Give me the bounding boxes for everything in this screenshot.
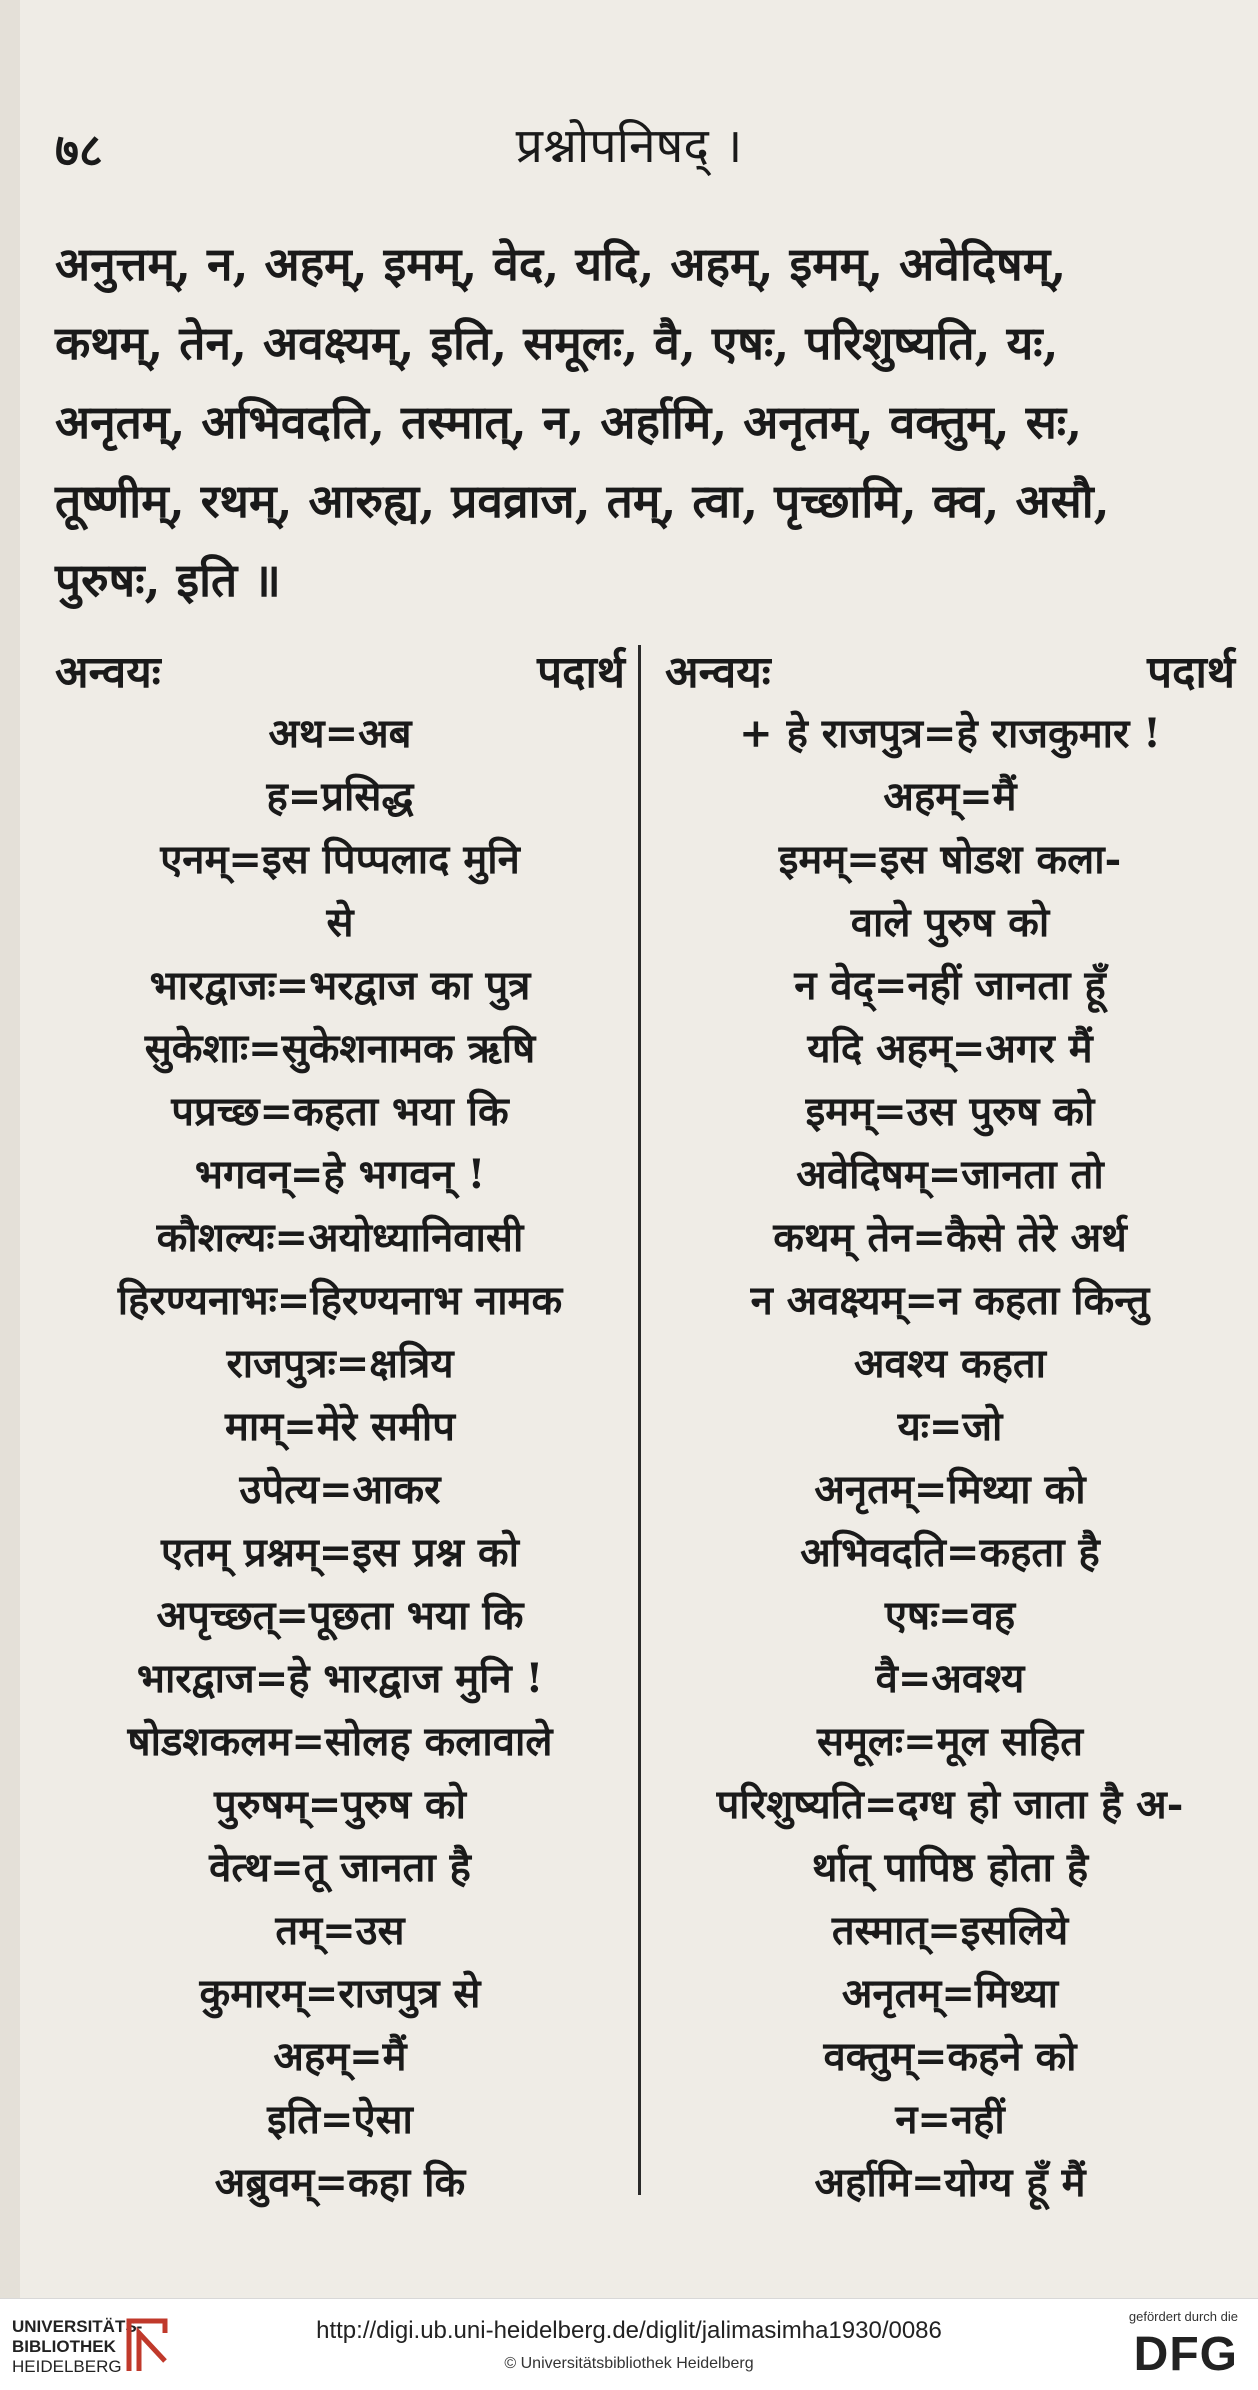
gloss-entry: से <box>326 899 354 946</box>
gloss-entry: हिरण्यनाभः=हिरण्यनाभ नामक <box>117 1277 563 1324</box>
gloss-entry: तम्=उस <box>275 1907 405 1954</box>
gloss-entry: वक्तुम्=कहने को <box>823 2033 1077 2080</box>
gloss-entry: वै=अवश्य <box>875 1655 1025 1702</box>
gloss-entry: माम्=मेरे समीप <box>225 1403 455 1450</box>
gloss-entry: अनृतम्=मिथ्या <box>841 1970 1059 2017</box>
gloss-entry: न=नहीं <box>895 2096 1005 2143</box>
gloss-entry: + हे राजपुत्र=हे राजकुमार ! <box>739 710 1161 757</box>
gloss-entry: भगवन्=हे भगवन् ! <box>194 1151 486 1198</box>
anvaya-heading: अन्वयः <box>665 647 771 698</box>
gloss-entry: अवश्य कहता <box>853 1340 1047 1387</box>
gloss-entry: भारद्वाजः=भरद्वाज का पुत्र <box>149 962 531 1009</box>
gloss-entry: यः=जो <box>897 1403 1003 1450</box>
library-name-line: BIBLIOTHEK <box>12 2337 116 2356</box>
right-entries <box>665 702 1235 2214</box>
gloss-entry: वेत्थ=तू जानता है <box>209 1844 471 1891</box>
verse-word-list <box>55 225 1205 620</box>
funding-note: gefördert durch die <box>1128 2309 1238 2324</box>
gloss-entry: कथम् तेन=कैसे तेरे अर्थ <box>773 1214 1127 1261</box>
gloss-entry: पुरुषम्=पुरुष को <box>214 1781 466 1828</box>
library-name-line: UNIVERSITÄTS- <box>12 2317 143 2336</box>
gloss-entry: वाले पुरुष को <box>850 899 1050 946</box>
page-number: ७८ <box>55 123 103 177</box>
verse-line: अनृतम्, अभिवदति, तस्मात्, न, अर्हामि, अनृतम्, वक्तुम्, सः, <box>55 395 1083 449</box>
gloss-entry: सुकेशाः=सुकेशनामक ऋषि <box>144 1025 536 1072</box>
left-gloss-column <box>55 640 625 2214</box>
right-gloss-column <box>665 640 1235 2214</box>
verse-line: तूष्णीम्, रथम्, आरुह्य, प्रवव्राज, तम्, त्वा, पृच्छामि, क्व, असौ, <box>55 474 1110 528</box>
gloss-entry: अपृच्छत्=पूछता भया कि <box>156 1592 524 1639</box>
verse-line: पुरुषः, इति ॥ <box>55 553 281 607</box>
gloss-entry: उपेत्य=आकर <box>239 1466 441 1513</box>
gloss-entry: न वेद्=नहीं जानता हूँ <box>794 962 1106 1009</box>
permalink-url[interactable]: http://digi.ub.uni-heidelberg.de/diglit/jalimasimha1930/0086 <box>316 2317 942 2344</box>
padartha-heading: पदार्थ <box>537 647 625 698</box>
gloss-entry: अथ=अब <box>268 710 412 757</box>
gloss-entry: भारद्वाज=हे भारद्वाज मुनि ! <box>136 1655 544 1702</box>
gloss-entry: षोडशकलम=सोलह कलावाले <box>127 1718 553 1765</box>
copyright-notice: © Universitätsbibliothek Heidelberg <box>504 2355 754 2372</box>
gloss-entry: इमम्=इस षोडश कला- <box>778 836 1122 883</box>
gloss-entry: न अवक्ष्यम्=न कहता किन्तु <box>750 1277 1150 1324</box>
right-column-header <box>665 640 1235 702</box>
running-title: प्रश्नोपनिषद् । <box>515 118 743 174</box>
left-column-header <box>55 640 625 702</box>
gloss-entry: समूलः=मूल सहित <box>816 1718 1084 1765</box>
gloss-entry: कुमारम्=राजपुत्र से <box>199 1970 481 2017</box>
gloss-entry: अहम्=मैं <box>883 773 1017 820</box>
library-name-line: HEIDELBERG <box>12 2357 122 2376</box>
verse-line: अनुत्तम्, न, अहम्, इमम्, वेद, यदि, अहम्, इमम्, अवेदिषम्, <box>55 237 1067 291</box>
gloss-entry: परिशुष्यति=दग्ध हो जाता है अ- <box>716 1781 1184 1828</box>
gloss-entry: र्थात् पापिष्ठ होता है <box>811 1844 1089 1891</box>
dfg-logo: DFG <box>1133 2328 1238 2381</box>
digitization-footer <box>0 2298 1258 2390</box>
column-divider <box>638 645 641 2195</box>
gloss-entry: राजपुत्रः=क्षत्रिय <box>226 1340 454 1387</box>
gloss-entry: कौशल्यः=अयोध्यानिवासी <box>156 1214 524 1261</box>
gloss-entry: अवेदिषम्=जानता तो <box>796 1151 1104 1198</box>
gloss-entry: एनम्=इस पिप्पलाद मुनि <box>160 836 520 883</box>
page-edge <box>0 0 20 2298</box>
gloss-entry: पप्रच्छ=कहता भया कि <box>171 1088 509 1135</box>
gloss-entry: एषः=वह <box>884 1592 1016 1639</box>
gloss-entry: यदि अहम्=अगर मैं <box>807 1025 1093 1072</box>
left-entries <box>55 702 625 2214</box>
padartha-heading: पदार्थ <box>1147 647 1235 698</box>
gloss-entry: एतम् प्रश्नम्=इस प्रश्न को <box>161 1529 519 1576</box>
anvaya-heading: अन्वयः <box>55 647 161 698</box>
gloss-entry: अभिवदति=कहता है <box>800 1529 1100 1576</box>
gloss-entry: अहम्=मैं <box>273 2033 407 2080</box>
gloss-entry: अनृतम्=मिथ्या को <box>814 1466 1086 1513</box>
gloss-entry: अर्हामि=योग्य हूँ मैं <box>814 2159 1086 2206</box>
gloss-entry: ह=प्रसिद्ध <box>266 773 414 820</box>
gloss-entry: तस्मात्=इसलिये <box>831 1907 1069 1954</box>
gloss-entry: अब्रुवम्=कहा कि <box>214 2159 466 2206</box>
gloss-entry: इमम्=उस पुरुष को <box>805 1088 1095 1135</box>
gloss-entry: इति=ऐसा <box>267 2096 413 2143</box>
verse-line: कथम्, तेन, अवक्ष्यम्, इति, समूलः, वै, एषः, परिशुष्यति, यः, <box>55 316 1059 370</box>
